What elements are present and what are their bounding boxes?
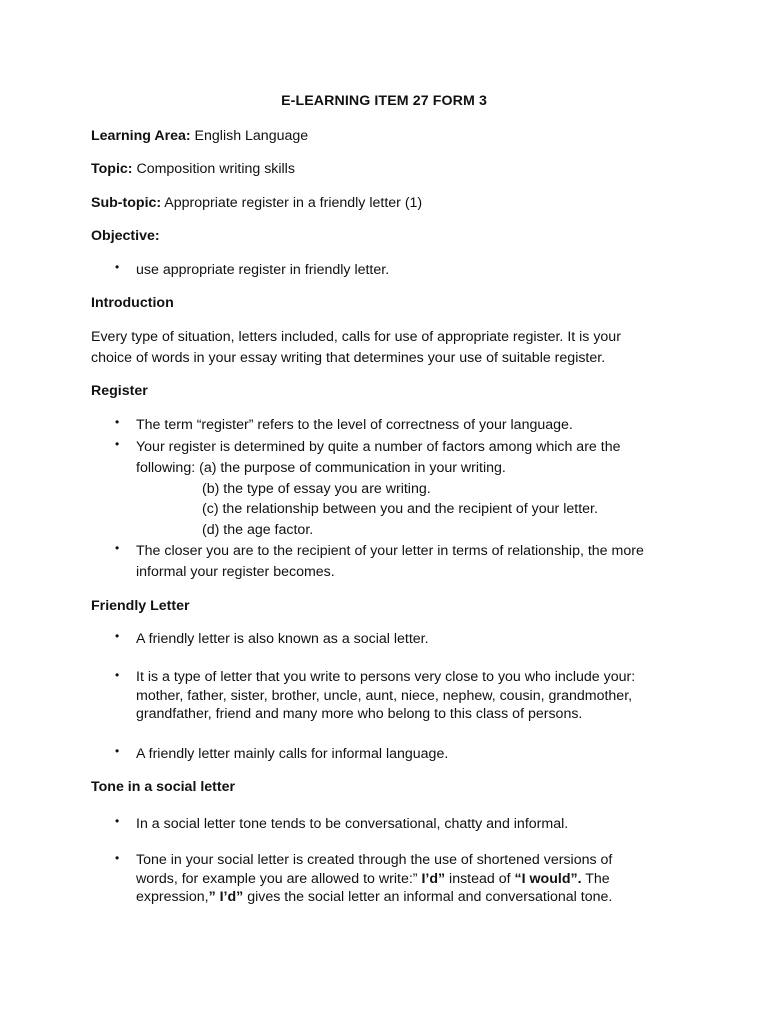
- subtopic-line: [91, 193, 422, 213]
- introduction-line-1: Every type of situation, letters included, calls for use of appropriate register. It is your: [91, 329, 621, 345]
- bullet-icon: •: [115, 541, 120, 555]
- register-item-3-line-1: The closer you are to the recipient of your letter in terms of relationship, the more: [136, 543, 644, 559]
- tone-item-2-expression: ” I’d”: [208, 889, 244, 905]
- bullet-icon: •: [115, 629, 120, 643]
- friendly-letter-item-2-line-2: mother, father, sister, brother, uncle, aunt, niece, nephew, cousin, grandmother,: [136, 687, 633, 704]
- learning-area-line: [91, 126, 308, 146]
- tone-item-2-line-2: [136, 870, 696, 889]
- register-item-3-line-2: informal your register becomes.: [136, 563, 335, 580]
- register-item-2-line-1: Your register is determined by quite a number of factors among which are the: [136, 439, 621, 455]
- register-item-3-text: [136, 541, 696, 582]
- friendly-letter-item-1-text: A friendly letter is also known as a social letter.: [136, 631, 429, 647]
- register-item-2-text: [136, 437, 696, 478]
- register-item-1-text: The term “register” refers to the level of correctness of your language.: [136, 417, 573, 433]
- friendly-letter-item-2-line-3: grandfather, friend and many more who belong to this class of persons.: [136, 706, 583, 722]
- introduction-paragraph: [91, 327, 691, 368]
- tone-item-2-text: [136, 851, 696, 907]
- introduction-line-2: choice of words in your essay writing that determines your use of suitable register.: [91, 349, 606, 366]
- document-title: E-LEARNING ITEM 27 FORM 3: [281, 93, 487, 109]
- learning-area-label: Learning Area:: [91, 128, 191, 144]
- tone-item-2-line-3-part-a: expression,: [136, 889, 209, 905]
- register-factor-c: (c) the relationship between you and the recipient of your letter.: [202, 501, 598, 517]
- tone-item-1-text: In a social letter tone tends to be conversational, chatty and informal.: [136, 816, 569, 832]
- introduction-heading: Introduction: [91, 295, 174, 311]
- bullet-icon: •: [115, 415, 120, 429]
- bullet-icon: •: [115, 851, 120, 865]
- tone-item-2-example-long: “I would”.: [514, 870, 582, 887]
- friendly-letter-heading: Friendly Letter: [91, 598, 190, 614]
- bullet-icon: •: [115, 260, 120, 274]
- objective-item-text: use appropriate register in friendly letter.: [136, 262, 390, 278]
- bullet-icon: •: [115, 814, 120, 828]
- learning-area-value: English Language: [190, 128, 309, 144]
- topic-label: Topic:: [91, 161, 133, 177]
- register-heading: Register: [91, 383, 148, 399]
- tone-item-2-line-3-part-c: gives the social letter an informal and conversational tone.: [243, 889, 613, 905]
- tone-heading: Tone in a social letter: [91, 779, 236, 795]
- bullet-icon: •: [115, 744, 120, 758]
- register-item-2-line-2: following: (a) the purpose of communication in your writing.: [136, 459, 506, 476]
- friendly-letter-item-2-line-1: It is a type of letter that you write to persons very close to you who include your:: [136, 669, 636, 685]
- tone-item-2-line-3: [136, 888, 696, 907]
- register-factor-d: (d) the age factor.: [202, 522, 314, 538]
- tone-item-2-line-2-part-c: instead of: [445, 870, 515, 887]
- bullet-icon: •: [115, 668, 120, 682]
- register-factor-b: (b) the type of essay you are writing.: [202, 481, 431, 497]
- topic-value: Composition writing skills: [132, 161, 295, 177]
- bullet-icon: •: [115, 437, 120, 451]
- friendly-letter-item-3-text: A friendly letter mainly calls for informal language.: [136, 746, 449, 762]
- tone-item-2-example-short: I’d”: [421, 870, 446, 887]
- friendly-letter-item-2-text: [136, 668, 696, 724]
- subtopic-value: Appropriate register in a friendly letter (1): [161, 195, 423, 211]
- tone-item-2-line-1: Tone in your social letter is created through the use of shortened versions of: [136, 852, 613, 868]
- subtopic-label: Sub-topic:: [91, 195, 162, 211]
- objective-heading: Objective:: [91, 228, 160, 244]
- tone-item-2-line-2-part-a: words, for example you are allowed to write:”: [136, 870, 422, 887]
- tone-item-2-line-2-part-e: The: [581, 870, 610, 887]
- topic-line: [91, 159, 295, 179]
